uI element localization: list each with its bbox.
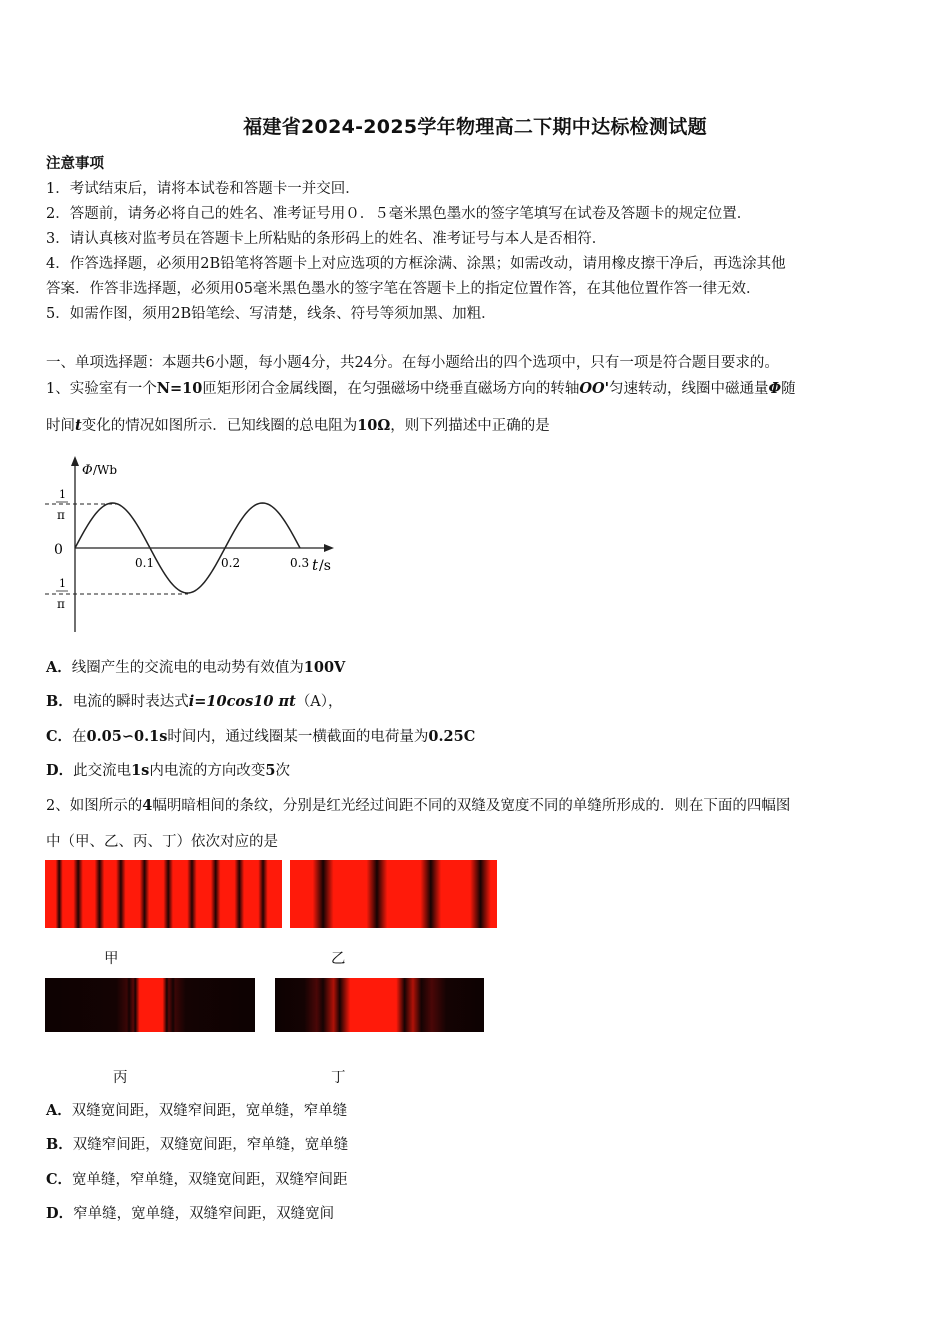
xtick-label: 0.2 bbox=[221, 556, 241, 570]
notice-item: 5．如需作图，须用2B铅笔绘、写清楚，线条、符号等须加黑、加粗． bbox=[46, 306, 496, 322]
xlabel-unit: /s bbox=[319, 558, 331, 574]
ylabel-symbol: Φ bbox=[82, 463, 93, 478]
q1-stem-line1: 1、实验室有一个N=10匝矩形闭合金属线圈，在匀强磁场中绕垂直磁场方向的转轴OO'匀速转动，线圈中磁通量Φ随 bbox=[46, 380, 796, 397]
origin-label: 0 bbox=[54, 542, 63, 558]
y-axis-arrow bbox=[71, 456, 79, 466]
xtick-label: 0.3 bbox=[290, 556, 310, 570]
fringe-pattern-yi bbox=[290, 860, 497, 928]
caption-ding: 丁 bbox=[331, 1070, 346, 1086]
ytick-pos-num: 1 bbox=[59, 488, 66, 501]
fringe-pattern-ding bbox=[275, 978, 484, 1032]
notice-item: 答案．作答非选择题，必须用05毫米黑色墨水的签字笔在答题卡上的指定位置作答，在其他位置作答一律无效． bbox=[46, 281, 761, 297]
x-axis-arrow bbox=[324, 544, 334, 552]
caption-yi: 乙 bbox=[331, 951, 346, 967]
q1-option-b: B．电流的瞬时表达式i=10cos10 πt（A）， bbox=[46, 693, 343, 710]
q2-option-b: B．双缝窄间距，双缝宽间距，窄单缝，宽单缝 bbox=[46, 1136, 349, 1153]
notice-item: 3．请认真核对监考员在答题卡上所粘贴的条形码上的姓名、准考证号与本人是否相符． bbox=[46, 231, 607, 247]
ytick-neg-den: π bbox=[57, 597, 65, 611]
ylabel-unit: /Wb bbox=[93, 463, 118, 477]
fringe-pattern-jia bbox=[45, 860, 282, 928]
q2-stem-line1: 2、如图所示的4幅明暗相间的条纹，分别是红光经过间距不同的双缝及宽度不同的单缝所形成的．则在下面的四幅图 bbox=[46, 797, 791, 814]
xlabel-symbol: t bbox=[312, 556, 319, 574]
q1-option-c: C．在0.05∽0.1s时间内，通过线圈某一横截面的电荷量为0.25C bbox=[46, 728, 476, 745]
section-heading: 一、单项选择题：本题共6小题，每小题4分，共24分。在每小题给出的四个选项中，只有一项是符合题目要求的。 bbox=[46, 355, 779, 371]
q1-option-d: D．此交流电1s内电流的方向改变5次 bbox=[46, 762, 290, 779]
notice-item: 2．答题前，请务必将自己的姓名、准考证号用０．５毫米黑色墨水的签字笔填写在试卷及答题卡的规定位置． bbox=[46, 206, 752, 222]
q2-option-c: C．宽单缝，窄单缝，双缝宽间距，双缝窄间距 bbox=[46, 1171, 348, 1188]
caption-jia: 甲 bbox=[104, 951, 119, 967]
notice-item: 4．作答选择题，必须用2B铅笔将答题卡上对应选项的方框涂满、涂黑；如需改动，请用橡皮擦干净后，再选涂其他 bbox=[46, 256, 786, 272]
fringe-pattern-bing bbox=[45, 978, 255, 1032]
xtick-label: 0.1 bbox=[135, 556, 155, 570]
q1-stem-line2: 时间t变化的情况如图所示．已知线圈的总电阻为10Ω，则下列描述中正确的是 bbox=[46, 417, 550, 434]
flux-graph bbox=[40, 452, 350, 637]
notice-item: 1．考试结束后，请将本试卷和答题卡一并交回． bbox=[46, 181, 360, 197]
q2-option-a: A．双缝宽间距，双缝窄间距，宽单缝，窄单缝 bbox=[46, 1102, 348, 1119]
q1-option-a: A．线圈产生的交流电的电动势有效值为100V bbox=[46, 659, 346, 676]
q2-option-d: D．窄单缝，宽单缝，双缝窄间距，双缝宽间 bbox=[46, 1205, 335, 1222]
caption-bing: 丙 bbox=[113, 1070, 128, 1086]
notice-heading: 注意事项 bbox=[46, 155, 104, 172]
ytick-neg-num: 1 bbox=[59, 577, 66, 590]
q2-stem-line2: 中（甲、乙、丙、丁）依次对应的是 bbox=[46, 834, 278, 850]
page-title: 福建省2024-2025学年物理高二下期中达标检测试题 bbox=[243, 116, 707, 138]
ytick-pos-den: π bbox=[57, 508, 65, 522]
